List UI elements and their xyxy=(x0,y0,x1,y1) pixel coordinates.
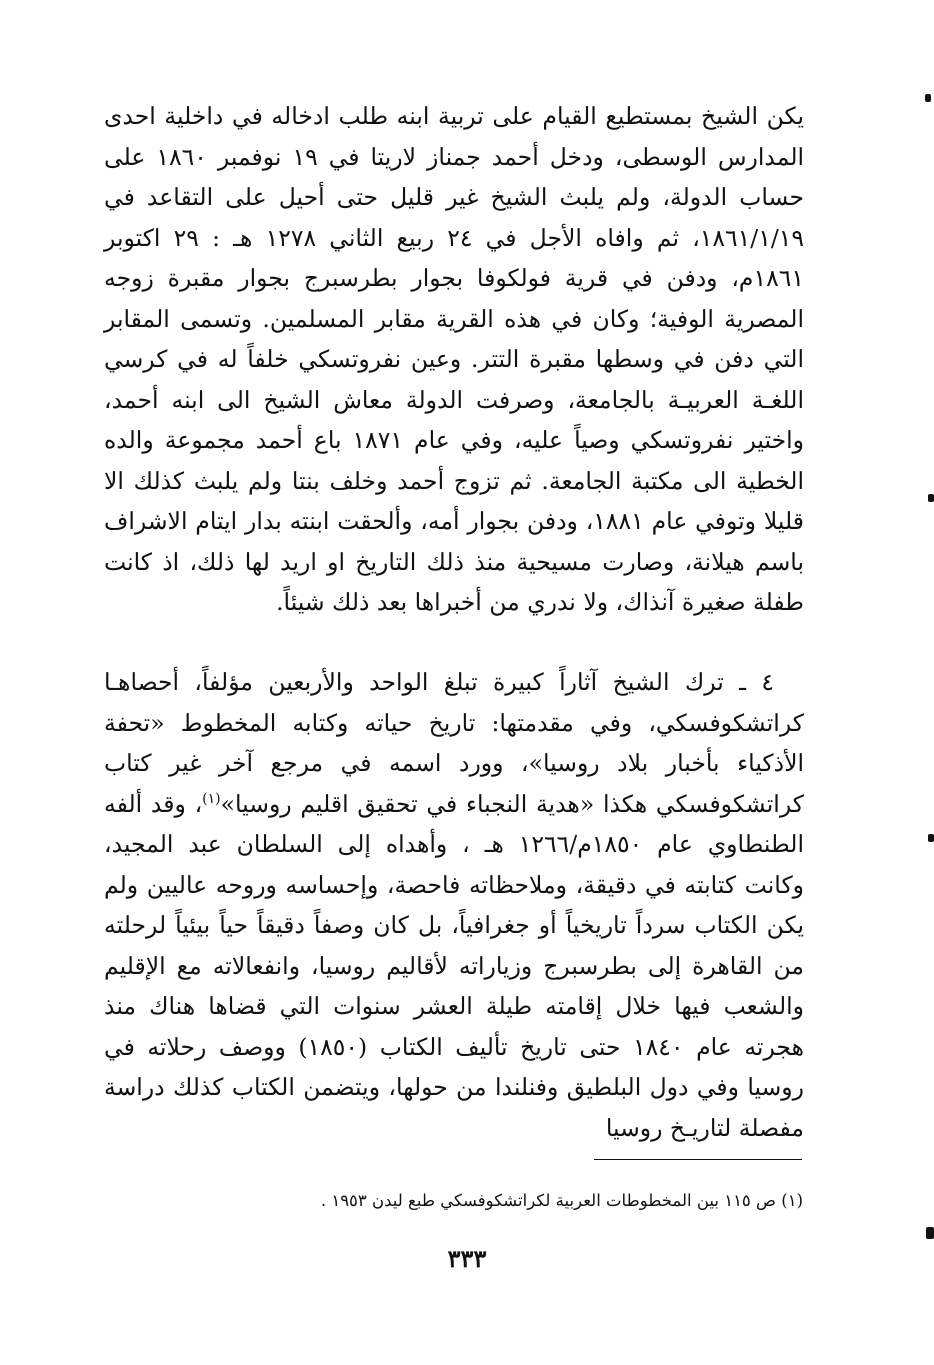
footnote-separator xyxy=(594,1159,802,1160)
margin-mark xyxy=(925,94,931,102)
margin-mark xyxy=(926,1227,934,1239)
margin-mark xyxy=(928,834,934,842)
body-paragraph-2 xyxy=(104,662,804,1148)
paragraph-text: يكن الشيخ بمستطيع القيام على تربية ابنه طلب ادخاله في داخلية احدى المدارس الوسطى، ودخل أحمد جمناز لاريتا في ١٩ نوفمبر ١٨٦٠ على حساب الدولة، ولم يلبث الشيخ غير قليل حتى أحيل على التقاعد في ١٨٦١/١/١٩، ثم وافاه الأجل في ٢٤ ربيع الثاني ١٢٧٨ هـ : ٢٩ اكتوبر ١٨٦١م، ودفن في قرية فولكوفا بجوار بطرسبرج بجوار مقبرة زوجه المصرية الوفية؛ وكان في هذه القرية مقابر المسلمين. وتسمى المقابر التي دفن في وسطها مقبرة التتر. وعين نفروتسكي خلفاً له في كرسي اللغـة العربيـة بالجامعة، وصرفت الدولة معاش الشيخ الى ابنه أحمد، واختير نفروتسكي وصياً عليه، وفي عام ١٨٧١ باع أحمد مجموعة والده الخطية الى مكتبة الجامعة. ثم تزوج أحمد وخلف بنتا ولم يلبث كذلك الا قليلا وتوفي عام ١٨٨١، ودفن بجوار أمه، وألحقت ابنته بدار ايتام الاشراف باسم هيلانة، وصارت مسيحية منذ ذلك التاريخ او اريد لها ذلك، اذ كانت طفلة صغيرة آنذاك، ولا ندري من أخبراها بعد ذلك شيئاً. xyxy=(104,102,805,616)
paragraph-text: ٤ ـ ترك الشيخ آثاراً كبيرة تبلغ الواحد والأربعين مؤلفاً، أحصاهـا كراتشكوفسكي، وفي مقدمتها: تاريخ حياته وكتابه المخطوط «تحفة الأذكياء بأخبار بلاد روسيا»، وورد اسمه في مرجع آخر غير كتاب كراتشكوفسكي هكذا «هدية النجباء في تحقيق اقليم روسيا» xyxy=(104,668,804,818)
paragraph-text: ، وقد ألفه الطنطاوي عام ١٨٥٠م/١٢٦٦ هـ ، وأهداه إلى السلطان عبد المجيد، وكانت كتابته في دقيقة، وملاحظاته فاحصة، وإحساسه وروحه عاليين ولم يكن الكتاب سرداً تاريخياً أو جغرافياً، بل كان وصفاً دقيقاً حياً بيئياً لرحلته من القاهرة إلى بطرسبرج وزياراته لأقاليم روسيا، وانفعالاته مع الإقليم والشعب فيها خلال إقامته طيلة العشر سنوات التي قضاها هناك منذ هجرته عام ١٨٤٠ حتى تاريخ تأليف الكتاب (١٨٥٠) ووصف رحلاته في روسيا وفي دول البلطيق وفنلندا من حولها، ويتضمن الكتاب كذلك دراسة مفصلة لتاريـخ روسيا xyxy=(104,789,804,1142)
footnote: (١) ص ١١٥ بين المخطوطات العربية لكراتشكوفسكي طبع ليدن ١٩٥٣ . xyxy=(320,1191,803,1210)
body-paragraph-1 xyxy=(104,96,804,623)
margin-mark xyxy=(928,494,934,502)
footnote-reference: (١) xyxy=(202,790,221,807)
page-number: ٣٣٣ xyxy=(447,1244,487,1273)
